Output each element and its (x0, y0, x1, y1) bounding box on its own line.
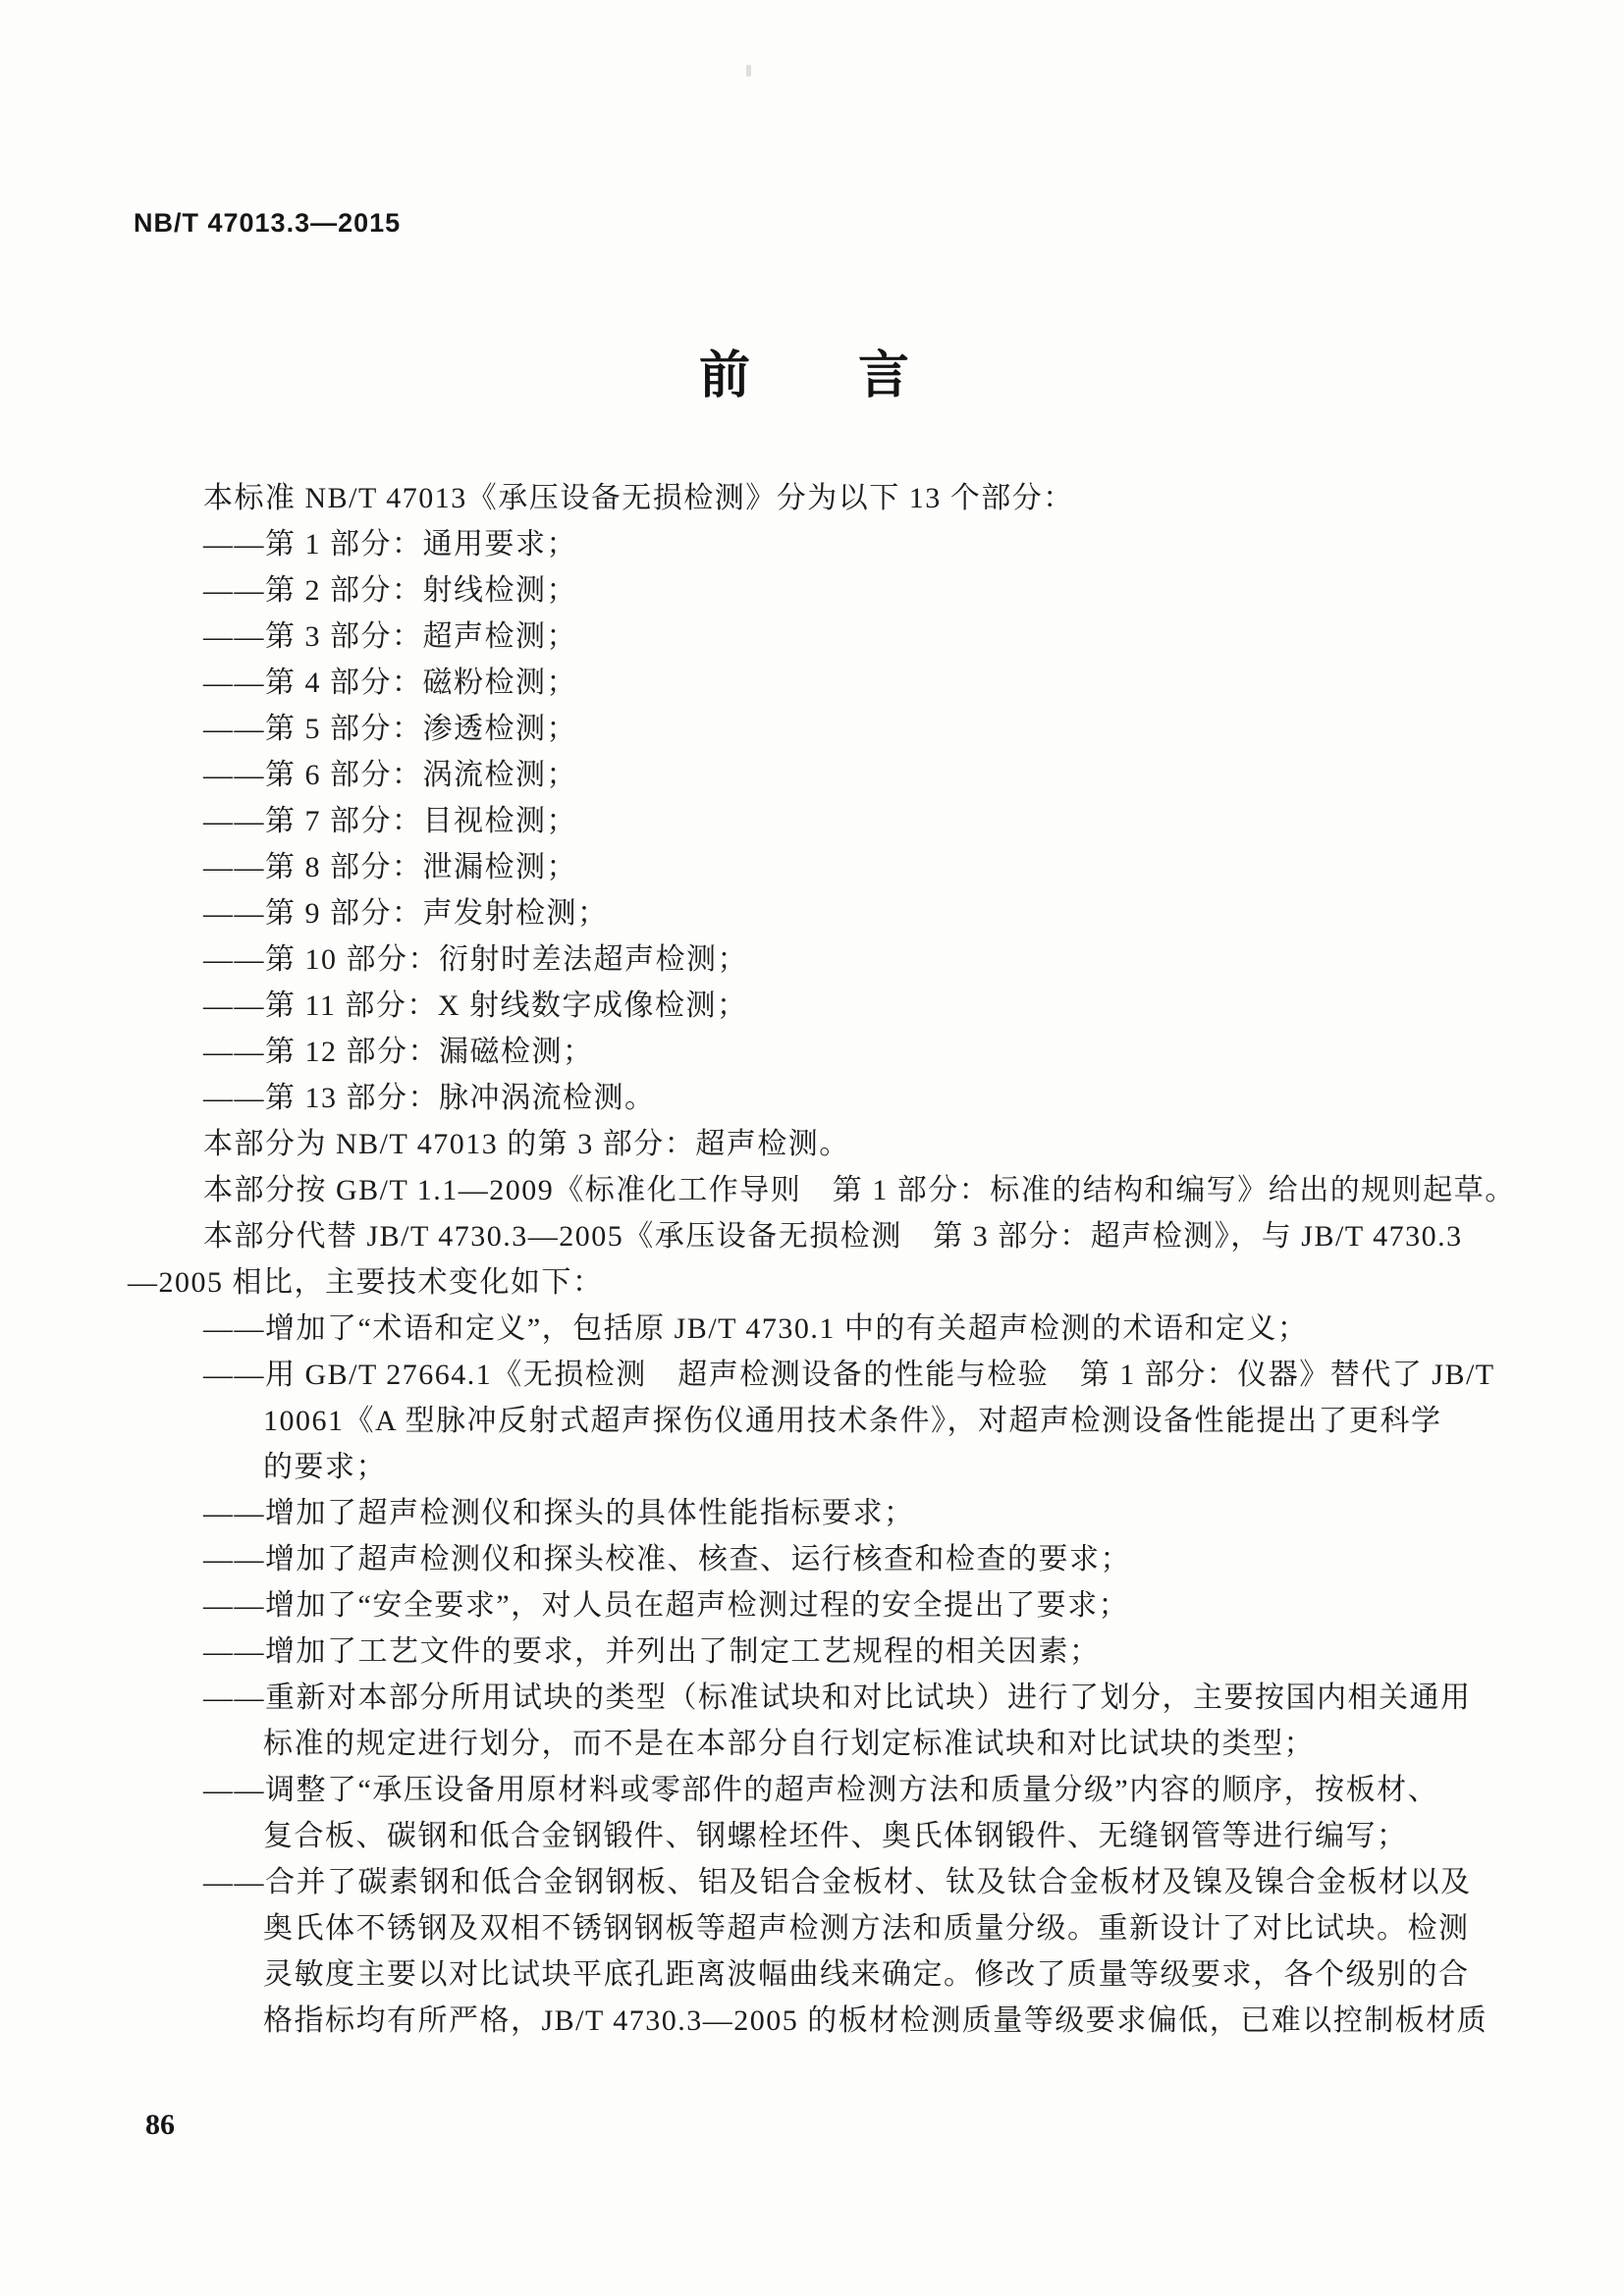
text-line: ——调整了“承压设备用原材料或零部件的超声检测方法和质量分级”内容的顺序，按板材、 (203, 1774, 1439, 1806)
text-line: 格指标均有所严格，JB/T 4730.3—2005 的板材检测质量等级要求偏低，已难以控制板材质 (263, 2004, 1489, 2037)
text-line: ——第 9 部分：声发射检测； (203, 897, 609, 930)
standard-number-header: NB/T 47013.3—2015 (134, 208, 402, 238)
text-line: ——第 6 部分：涡流检测； (203, 759, 577, 791)
text-line: ——增加了“术语和定义”，包括原 JB/T 4730.1 中的有关超声检测的术语和定义； (203, 1312, 1309, 1345)
text-line: 10061《A 型脉冲反射式超声探伤仪通用技术条件》，对超声检测设备性能提出了更科学 (263, 1405, 1442, 1437)
text-line: 本部分为 NB/T 47013 的第 3 部分：超声检测。 (203, 1128, 850, 1160)
text-line: ——第 1 部分：通用要求； (203, 528, 577, 561)
text-line: ——第 4 部分：磁粉检测； (203, 667, 577, 699)
page-title: 前 言 (698, 348, 911, 404)
text-line: —2005 相比，主要技术变化如下： (128, 1266, 604, 1299)
text-line: ——第 2 部分：射线检测； (203, 574, 577, 607)
text-line: ——增加了超声检测仪和探头校准、核查、运行核查和检查的要求； (203, 1543, 1131, 1575)
text-line: ——增加了工艺文件的要求，并列出了制定工艺规程的相关因素； (203, 1635, 1101, 1668)
text-line: ——第 5 部分：渗透检测； (203, 713, 577, 745)
text-line: 复合板、碳钢和低合金钢锻件、钢螺栓坯件、奥氏体钢锻件、无缝钢管等进行编写； (263, 1820, 1408, 1852)
text-line: ——第 11 部分：X 射线数字成像检测； (203, 989, 748, 1022)
text-line: ——第 3 部分：超声检测； (203, 620, 577, 653)
text-line: ——第 8 部分：泄漏检测； (203, 851, 577, 883)
text-line: 奥氏体不锈钢及双相不锈钢钢板等超声检测方法和质量分级。重新设计了对比试块。检测 (263, 1912, 1470, 1945)
text-line: ——第 7 部分：目视检测； (203, 805, 577, 837)
text-line: ——第 10 部分：衍射时差法超声检测； (203, 943, 748, 976)
text-line: 本部分按 GB/T 1.1—2009《标准化工作导则 第 1 部分：标准的结构和编写》给出的规则起草。 (203, 1174, 1516, 1206)
text-line: ——合并了碳素钢和低合金钢钢板、铝及铝合金板材、钛及钛合金板材及镍及镍合金板材以及 (203, 1866, 1472, 1898)
text-line: 标准的规定进行划分，而不是在本部分自行划定标准试块和对比试块的类型； (263, 1728, 1315, 1760)
text-line: 的要求； (263, 1451, 387, 1483)
page-number: 86 (145, 2109, 175, 2141)
text-line: 本部分代替 JB/T 4730.3—2005《承压设备无损检测 第 3 部分：超声检测》，与 JB/T 4730.3 (203, 1220, 1463, 1253)
text-line: ——增加了“安全要求”，对人员在超声检测过程的安全提出了要求； (203, 1589, 1130, 1622)
text-line: 本标准 NB/T 47013《承压设备无损检测》分为以下 13 个部分： (203, 482, 1074, 514)
text-line: ——重新对本部分所用试块的类型（标准试块和对比试块）进行了划分，主要按国内相关通用 (203, 1682, 1472, 1714)
scan-speck-artifact (746, 65, 751, 77)
text-line: ——增加了超声检测仪和探头的具体性能指标要求； (203, 1497, 915, 1529)
text-line: 灵敏度主要以对比试块平底孔距离波幅曲线来确定。修改了质量等级要求，各个级别的合 (263, 1958, 1470, 1991)
text-line: ——第 13 部分：脉冲涡流检测。 (203, 1082, 656, 1114)
text-line: ——用 GB/T 27664.1《无损检测 超声检测设备的性能与检验 第 1 部分：仪器》替代了 JB/T (203, 1359, 1495, 1391)
body-lines (128, 475, 1542, 2044)
text-line: ——第 12 部分：漏磁检测； (203, 1036, 594, 1068)
